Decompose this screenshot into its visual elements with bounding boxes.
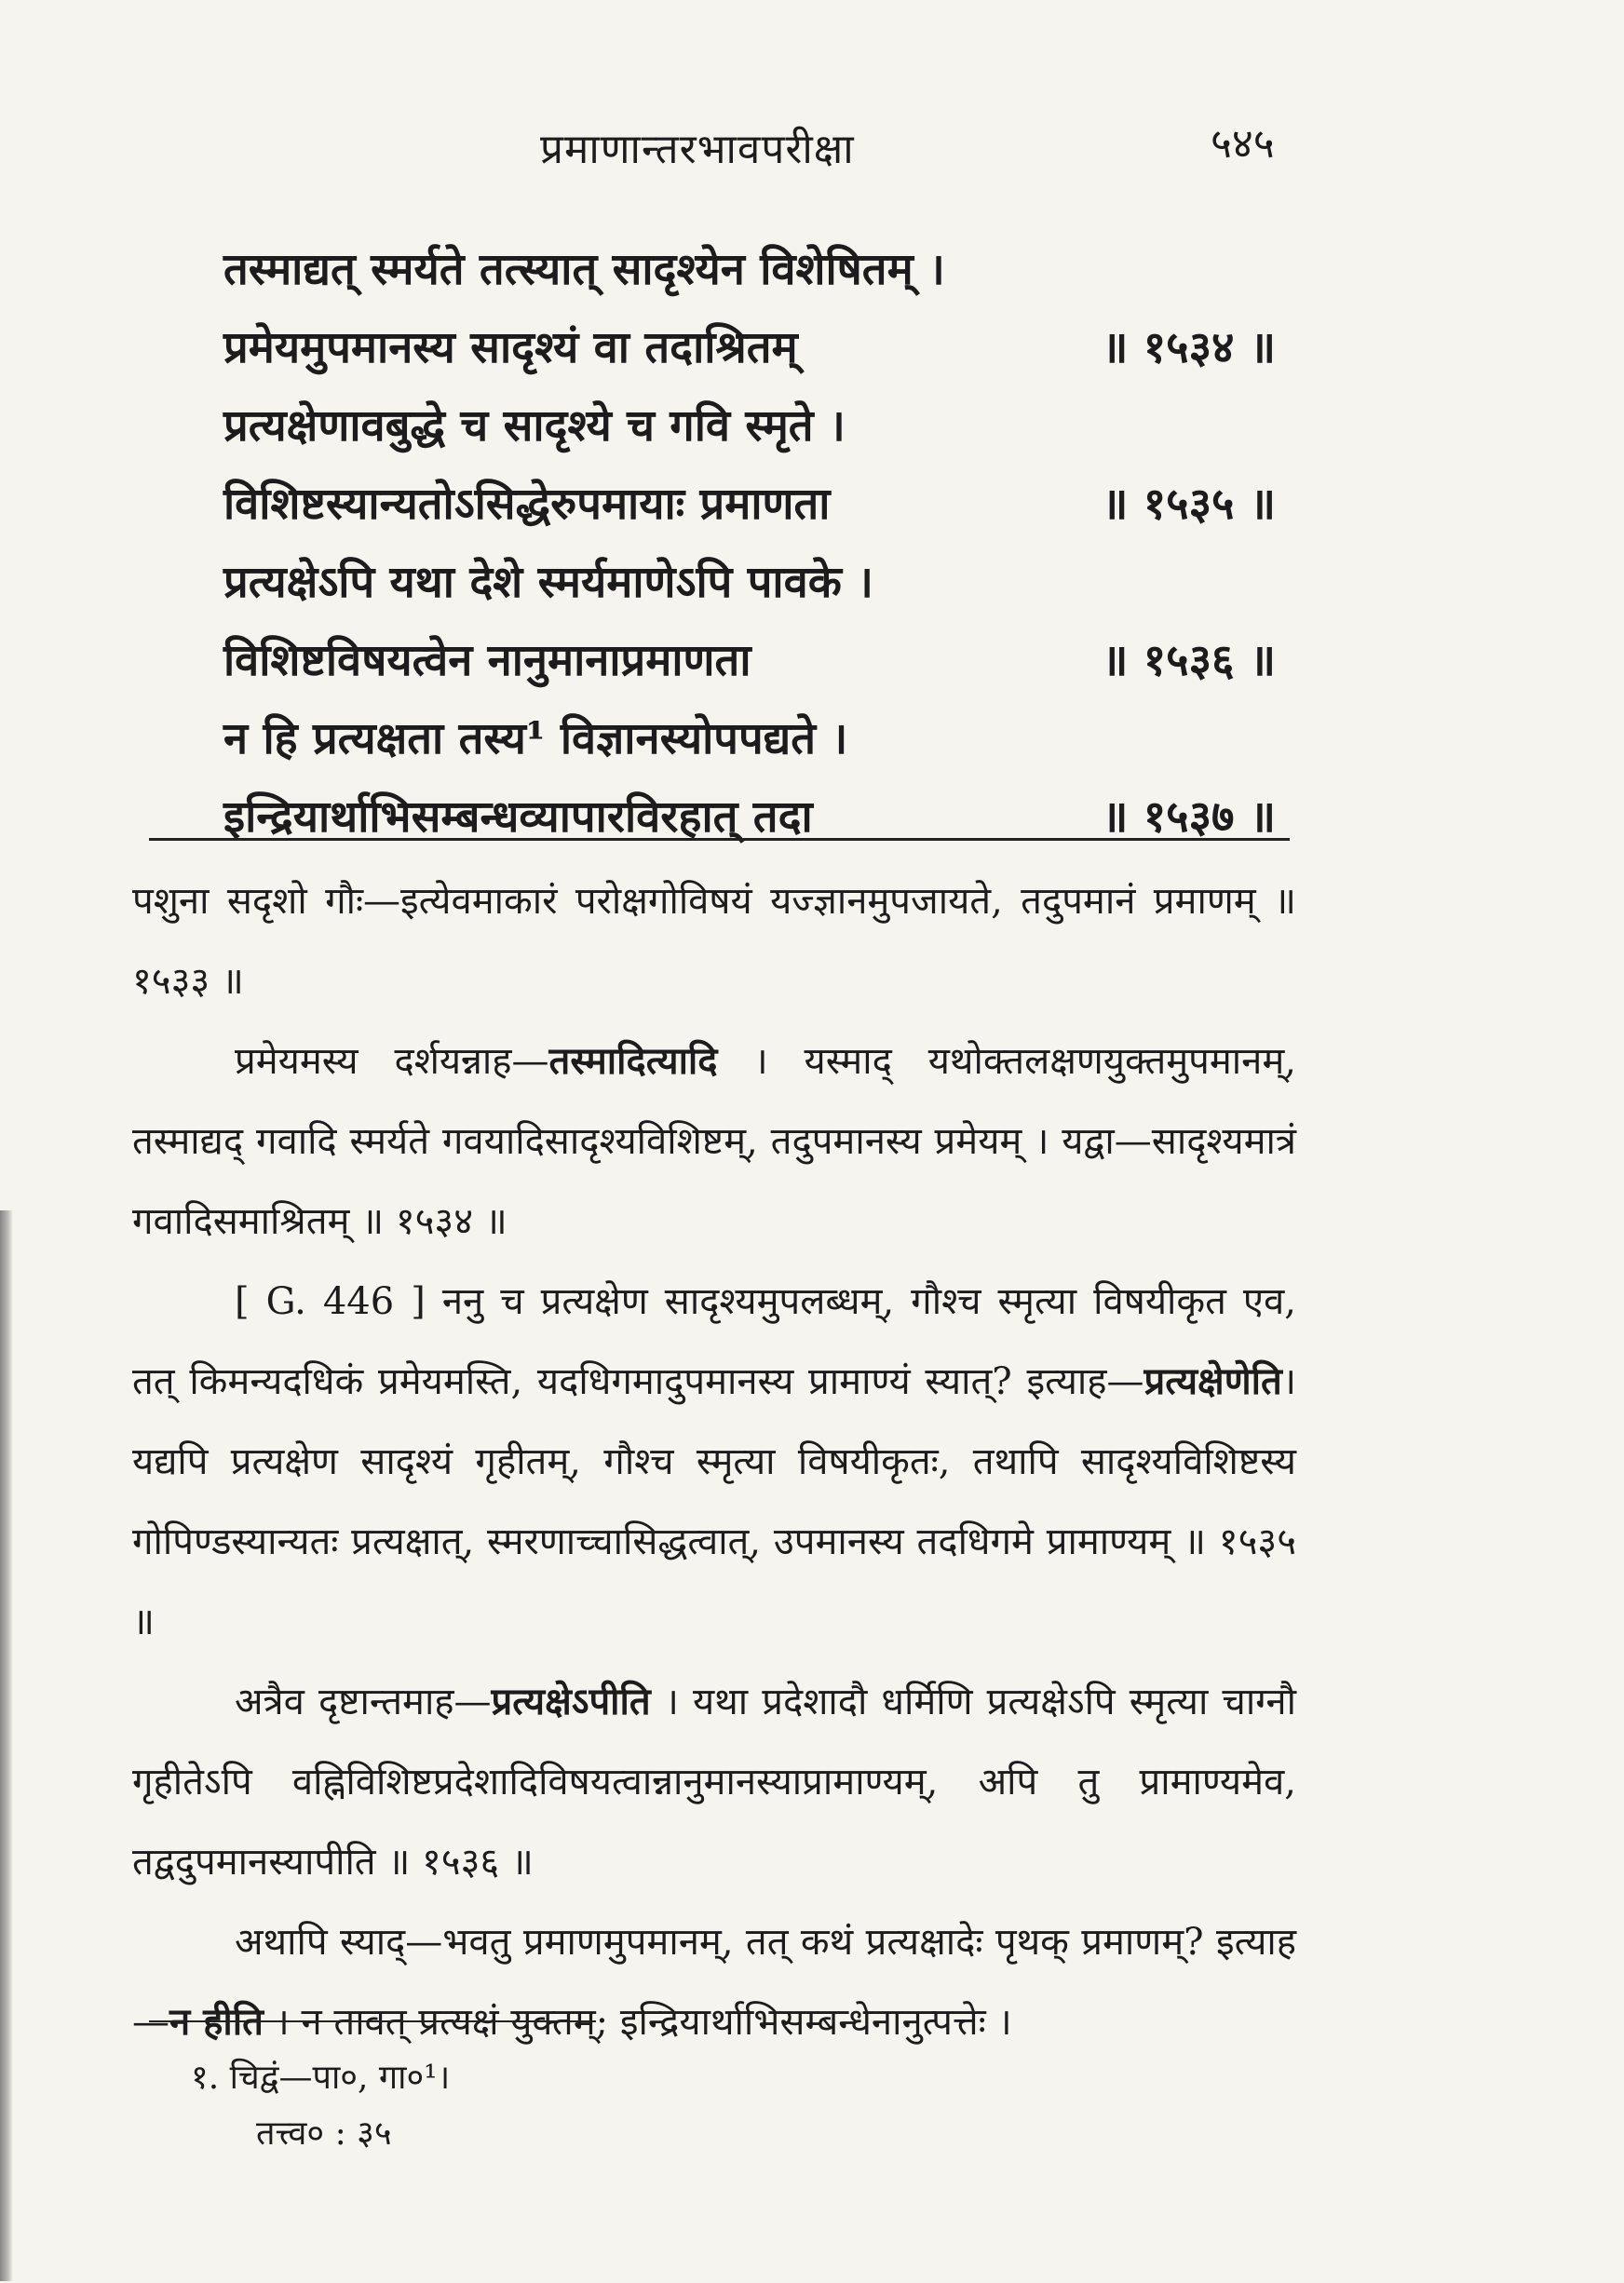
verse-line — [223, 776, 1276, 854]
signature-mark: तत्त्व० : ३५ — [256, 2114, 392, 2153]
verse-text: तस्माद्यत् स्मर्यते तत्स्यात् सादृश्येन विशेषितम् । — [223, 244, 945, 295]
verse-number: ॥ १५३७ ॥ — [1102, 791, 1276, 843]
commentary-paragraph — [132, 861, 1296, 1021]
verse-text: प्रमेयमुपमानस्य सादृश्यं वा तदाश्रितम् — [223, 322, 798, 373]
verse-text: न हि प्रत्यक्षता तस्य¹ विज्ञानस्योपपद्यते । — [223, 713, 848, 764]
paragraph-text: । न तावत् प्रत्यक्षं युक्तम्; इन्द्रियार्थाभिसम्बन्धेनानुत्पत्तेः । — [263, 2001, 1012, 2044]
binding-edge-shadow — [0, 1210, 13, 2281]
verse-line — [223, 619, 1276, 697]
running-head: प्रमाणान्तरभावपरीक्षा — [540, 126, 855, 173]
page-number: ५४५ — [1211, 120, 1275, 168]
verse-line — [223, 463, 1276, 541]
lemma: न हीति — [169, 2000, 264, 2044]
commentary-paragraph — [132, 1662, 1296, 1902]
commentary-paragraph — [132, 1262, 1296, 1662]
edition-page-marker: [ G. 446 ] — [235, 1280, 426, 1323]
lemma: प्रत्यक्षेऽपीति — [491, 1680, 651, 1723]
paragraph-text: । यथा प्रदेशादौ धर्मिणि प्रत्यक्षेऽपि स्मृत्या चाग्नौ गृहीतेऽपि वह्निविशिष्टप्रदेशादिविषयत्वान्नानुमानस्याप्रामाण्यम्, अपि तु प्रामाण्यमेव, तद्वदुपमानस्यापीति ॥ १५३६ ॥ — [132, 1681, 1296, 1884]
verse-text: इन्द्रियार्थाभिसम्बन्धव्यापारविरहात् तदा — [223, 791, 813, 843]
verse-block — [223, 228, 1276, 854]
commentary-paragraph — [132, 1902, 1296, 2062]
verse-line — [223, 306, 1276, 385]
verse-line — [223, 541, 1276, 619]
paragraph-text: अत्रैव दृष्टान्तमाह— — [235, 1681, 492, 1723]
verse-number: ॥ १५३५ ॥ — [1102, 479, 1276, 530]
verse-text: प्रत्यक्षेणावबुद्धे च सादृश्ये च गवि स्मृते । — [223, 400, 846, 452]
verse-text: विशिष्टस्यान्यतोऽसिद्धेरुपमायाः प्रमाणता — [223, 479, 831, 530]
section-divider — [149, 838, 1290, 841]
commentary — [132, 861, 1296, 2062]
verse-text: विशिष्टविषयत्वेन नानुमानाप्रमाणता — [223, 635, 751, 686]
verse-text: प्रत्यक्षेऽपि यथा देशे स्मर्यमाणेऽपि पावके । — [223, 557, 873, 608]
paragraph-text: पशुना सदृशो गौः—इत्येवमाकारं परोक्षगोविषयं यज्ज्ञानमुपजायते, तदुपमानं प्रमाणम् ॥ १५३३ ॥ — [132, 880, 1296, 1003]
paragraph-text: अथापि स्याद्—भवतु प्रमाणमुपमानम्, तत् कथं प्रत्यक्षादेः पृथक् प्रमाणम्? इत्याह— — [132, 1921, 1296, 2044]
paragraph-text: । यस्माद् यथोक्तलक्षणयुक्तमुपमानम्, तस्माद्यद् गवादि स्मर्यते गवयादिसादृश्यविशिष्टम्, तदुपमानस्य प्रमेयम् । यद्वा—सादृश्यमात्रं गवादिसमाश्रितम् ॥ १५३४ ॥ — [132, 1040, 1296, 1243]
verse-line — [223, 228, 1276, 306]
commentary-paragraph — [132, 1021, 1296, 1262]
lemma: प्रत्यक्षेणेति — [1144, 1359, 1282, 1403]
verse-number: ॥ १५३४ ॥ — [1102, 322, 1276, 373]
footnote-divider — [149, 2020, 596, 2022]
paragraph-text: । यद्यपि प्रत्यक्षेण सादृश्यं गृहीतम्, गौश्च स्मृत्या विषयीकृतः, तथापि सादृश्यविशिष्टस्य गोपिण्डस्यान्यतः प्रत्यक्षात्, स्मरणाच्चासिद्धत्वात्, उपमानस्य तदधिगमे प्रामाण्यम् ॥ १५३५ ॥ — [132, 1360, 1296, 1643]
verse-line — [223, 385, 1276, 463]
verse-number: ॥ १५३६ ॥ — [1102, 635, 1276, 686]
lemma: तस्मादित्यादि — [548, 1039, 718, 1083]
footnote: १. चिद्वं—पा०, गा०¹। — [191, 2059, 451, 2097]
paragraph-text: प्रमेयमस्य दर्शयन्नाह— — [235, 1040, 549, 1083]
paragraph-text: ननु च प्रत्यक्षेण सादृश्यमुपलब्धम्, गौश्च स्मृत्या विषयीकृत एव, तत् किमन्यदधिकं प्रमेयमस्ति, यदधिगमादुपमानस्य प्रामाण्यं स्यात्? इत्याह— — [132, 1280, 1296, 1403]
verse-line — [223, 697, 1276, 776]
